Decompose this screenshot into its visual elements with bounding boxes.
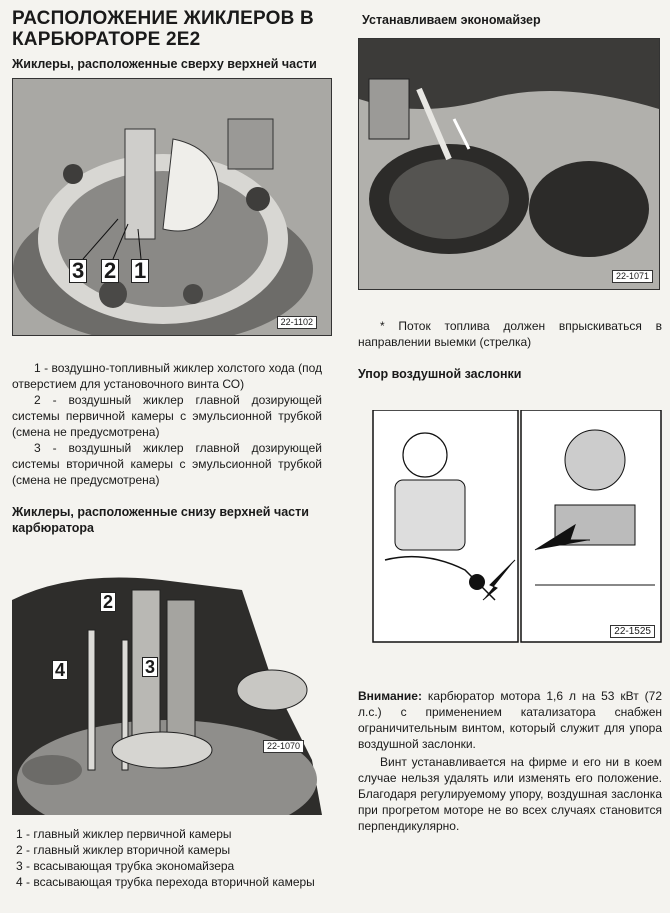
- list-item: 2 - главный жиклер вторичной камеры: [16, 843, 231, 857]
- list-item: 2 - воздушный жиклер главной дозирующей системы первичной камеры с эмульсионной трубкой (смена не предусмотрена): [12, 393, 322, 439]
- section-heading-economizer: Устанавливаем экономайзер: [362, 13, 541, 27]
- photo-label-1: 1: [131, 259, 149, 283]
- section-heading-choke-stop: Упор воздушной заслонки: [358, 367, 522, 381]
- carburetor-top-illustration: [13, 79, 331, 335]
- attention-text: карбюратор мотора 1,6 л на 53 кВт (72 л.с.) с применением катализатора снабжен ограничительным винтом, который служит для упора воздушной заслонки.: [358, 689, 662, 751]
- page-title: [12, 8, 332, 50]
- title-line-1: РАСПОЛОЖЕНИЕ ЖИКЛЕРОВ В: [12, 8, 314, 29]
- list-item: 3 - всасывающая трубка экономайзера: [16, 859, 235, 873]
- final-paragraph: Винт устанавливается на фирме и его ни в коем случае нельзя удалять или изменять его положение. Благодаря регулируемому упору, воздушная заслонка при прогретом моторе не во всех случаях становится перпендикулярно.: [358, 755, 662, 833]
- photo-label-4: 4: [52, 660, 68, 680]
- list-bottom-jets: [16, 826, 322, 890]
- photo-label-2: 2: [101, 259, 119, 283]
- economizer-illustration: [359, 39, 659, 289]
- list-top-jets: [12, 360, 322, 488]
- section-heading-bottom-jets: [12, 504, 309, 536]
- photo-code: 22-1102: [277, 316, 317, 329]
- list-item: 1 - воздушно-топливный жиклер холстого хода (под отверстием для установочного винта СО): [12, 361, 322, 391]
- section-heading-line-1: Жиклеры, расположенные снизу верхней части: [12, 505, 309, 519]
- title-line-2: КАРБЮРАТОРЕ 2Е2: [12, 29, 201, 50]
- photo-label-3: 3: [69, 259, 87, 283]
- photo-label-3: 3: [142, 657, 158, 677]
- photo-top-jets: [12, 78, 332, 336]
- photo-bottom-jets: [12, 560, 322, 815]
- section-heading-line-2: карбюратора: [12, 521, 95, 535]
- choke-stop-diagram: [365, 410, 665, 650]
- note-text: [358, 318, 662, 350]
- list-item: 3 - воздушный жиклер главной дозирующей системы вторичной камеры с эмульсионной трубкой (смена не предусмотрена): [12, 441, 322, 487]
- attention-label: Внимание:: [358, 689, 422, 703]
- carburetor-bottom-illustration: [12, 560, 322, 815]
- photo-label-2: 2: [100, 592, 116, 612]
- photo-code: 22-1071: [612, 270, 653, 283]
- photo-code: 22-1525: [610, 625, 655, 638]
- photo-choke-stop: [365, 410, 665, 650]
- note-paragraph: * Поток топлива должен впрыскиваться в направлении выемки (стрелка): [358, 319, 662, 349]
- list-item: 1 - главный жиклер первичной камеры: [16, 827, 232, 841]
- photo-code: 22-1070: [263, 740, 304, 753]
- list-item: 4 - всасывающая трубка перехода вторичной камеры: [16, 875, 315, 889]
- section-heading-top-jets: Жиклеры, расположенные сверху верхней части: [12, 57, 317, 71]
- photo-economizer: [358, 38, 660, 290]
- attention-paragraph: [358, 688, 662, 752]
